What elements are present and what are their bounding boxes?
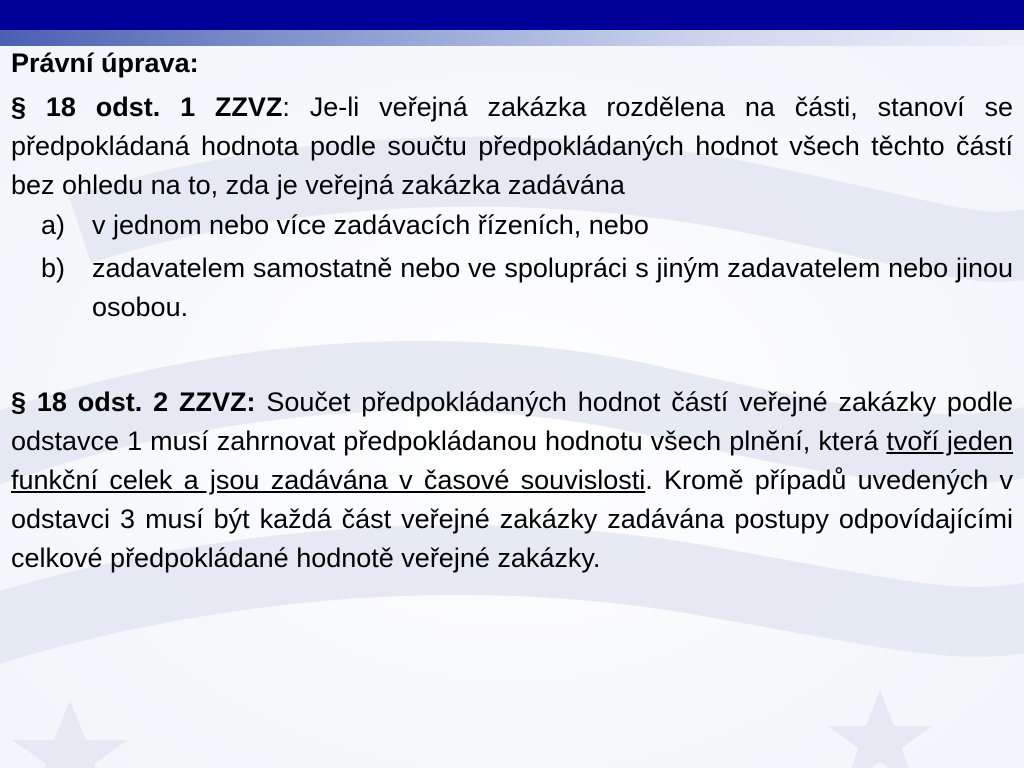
section-ref-1: § 18 odst. 1 ZZVZ	[11, 92, 283, 122]
paragraph-1-text: : Je-li veřejná zakázka rozdělena na části, stanoví se předpokládaná hodnota podle součtu předpokládaných hodnot všech těchto částí bez ohledu na to, zda je veřejná zakázka zadávána	[11, 92, 1013, 200]
underlined-phrase: tvoří jeden funkční celek a jsou zadávána v časové souvislosti	[11, 426, 1013, 495]
paragraph-2-text-a: Součet předpokládaných hodnot částí veřejné zakázky podle odstavce 1 musí zahrnovat předpokládanou hodnotu všech plnění, která	[11, 387, 1013, 456]
condition-list	[11, 206, 1013, 327]
slide-content	[11, 44, 1013, 578]
slide-heading: Právní úprava:	[11, 48, 199, 78]
list-item-text: v jednom nebo více zadávacích řízeních, nebo	[92, 210, 649, 240]
section-ref-2: § 18 odst. 2 ZZVZ:	[11, 387, 256, 417]
paragraph-2-text-b: . Kromě případů uvedených v odstavci 3 musí být každá část veřejné zakázky zadávána postupy odpovídajícími celkové předpokládané hodnotě veřejné zakázky.	[11, 465, 1013, 573]
spacer	[11, 331, 1013, 383]
list-item-text: zadavatelem samostatně nebo ve spolupráci s jiným zadavatelem nebo jinou osobou.	[92, 253, 1013, 322]
list-marker: a)	[41, 210, 66, 240]
list-item	[11, 206, 1013, 245]
paragraph-section-2	[11, 383, 1013, 578]
list-item	[11, 249, 1013, 327]
list-marker: b)	[41, 253, 66, 283]
paragraph-section-1	[11, 88, 1013, 205]
header-bar	[0, 0, 1024, 30]
